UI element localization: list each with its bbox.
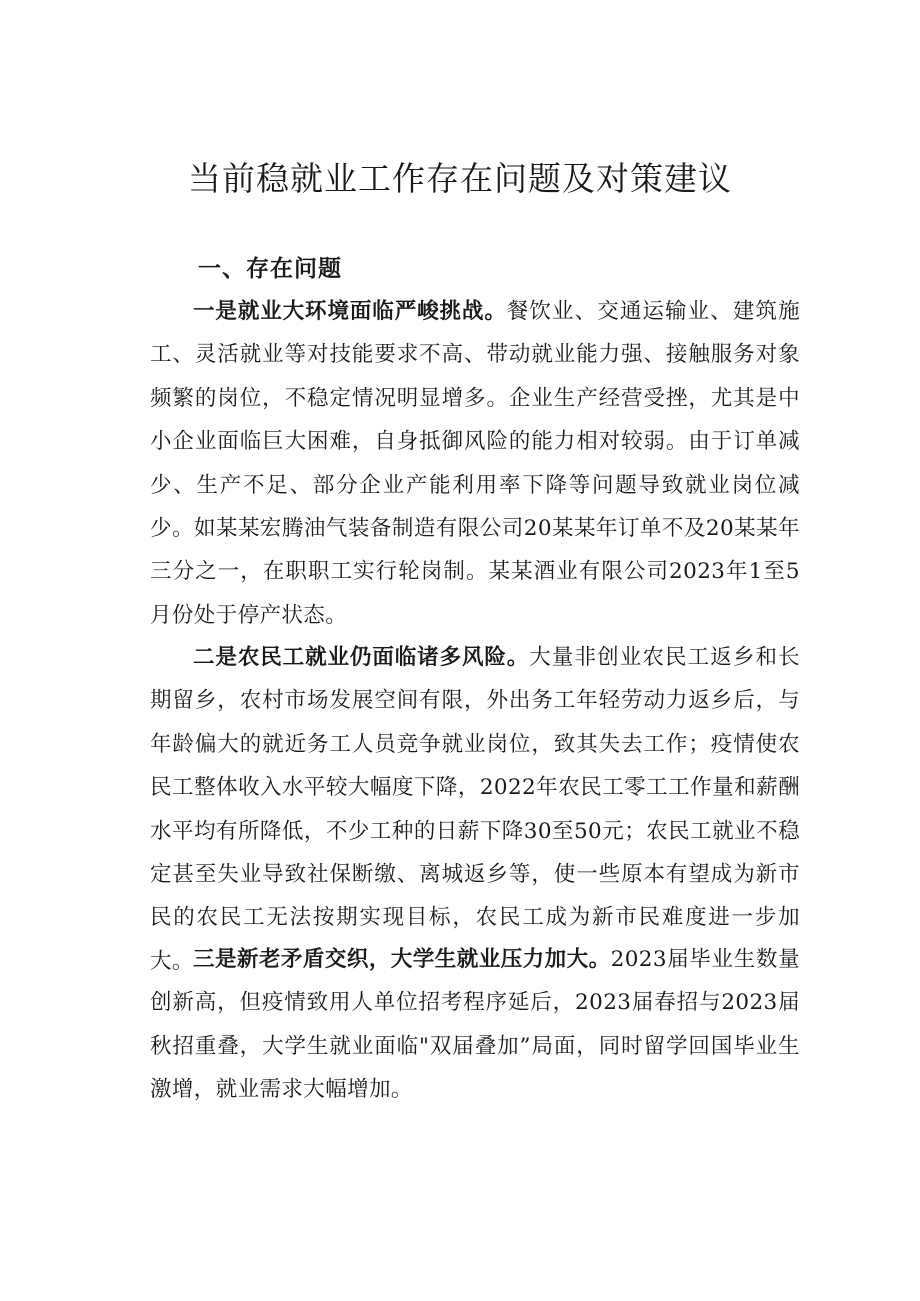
paragraph-graduates bbox=[150, 938, 800, 1112]
paragraph-body: 餐饮业、交通运输业、建筑施工、灵活就业等对技能要求不高、带动就业能力强、接触服务对象频繁的岗位，不稳定情况明显增多。企业生产经营受挫，尤其是中小企业面临巨大困难，自身抵御风险的能力相对较弱。由于订单减少、生产不足、部分企业产能利用率下降等问题导致就业岗位减少。如某某宏腾油气装备制造有限公司20某某年订单不及20某某年三分之一，在职职工实行轮岗制。某某酒业有限公司2023年1至5月份处于停产状态。 bbox=[150, 299, 800, 628]
paragraph-lead: 一是就业大环境面临严峻挑战。 bbox=[193, 299, 507, 324]
paragraph-lead: 三是新老矛盾交织，大学生就业压力加大。 bbox=[193, 947, 611, 972]
paragraph-body: 2023届毕业生数量创新高，但疫情致用人单位招考程序延后，2023届春招与2023届秋招重叠，大学生就业面临"双届叠加”局面，同时留学回国毕业生激增，就业需求大幅增加。 bbox=[150, 947, 800, 1103]
paragraph-migrant-workers bbox=[150, 636, 800, 983]
section-heading: 一、存在问题 bbox=[198, 256, 342, 282]
paragraph-lead: 二是农民工就业仍面临诸多风险。 bbox=[193, 645, 530, 670]
paragraph-employment-environment bbox=[150, 290, 800, 637]
paragraph-body: 大量非创业农民工返乡和长期留乡，农村市场发展空间有限，外出务工年轻劳动力返乡后，与年龄偏大的就近务工人员竞争就业岗位，致其失去工作；疫情使农民工整体收入水平较大幅度下降，2022年农民工零工工作量和薪酬水平均有所降低，不少工种的日薪下降30至50元；农民工就业不稳定甚至失业导致社保断缴、离城返乡等，使一些原本有望成为新市民的农民工无法按期实现目标，农民工成为新市民难度进一步加大。 bbox=[150, 645, 800, 974]
document-title: 当前稳就业工作存在问题及对策建议 bbox=[188, 159, 732, 198]
